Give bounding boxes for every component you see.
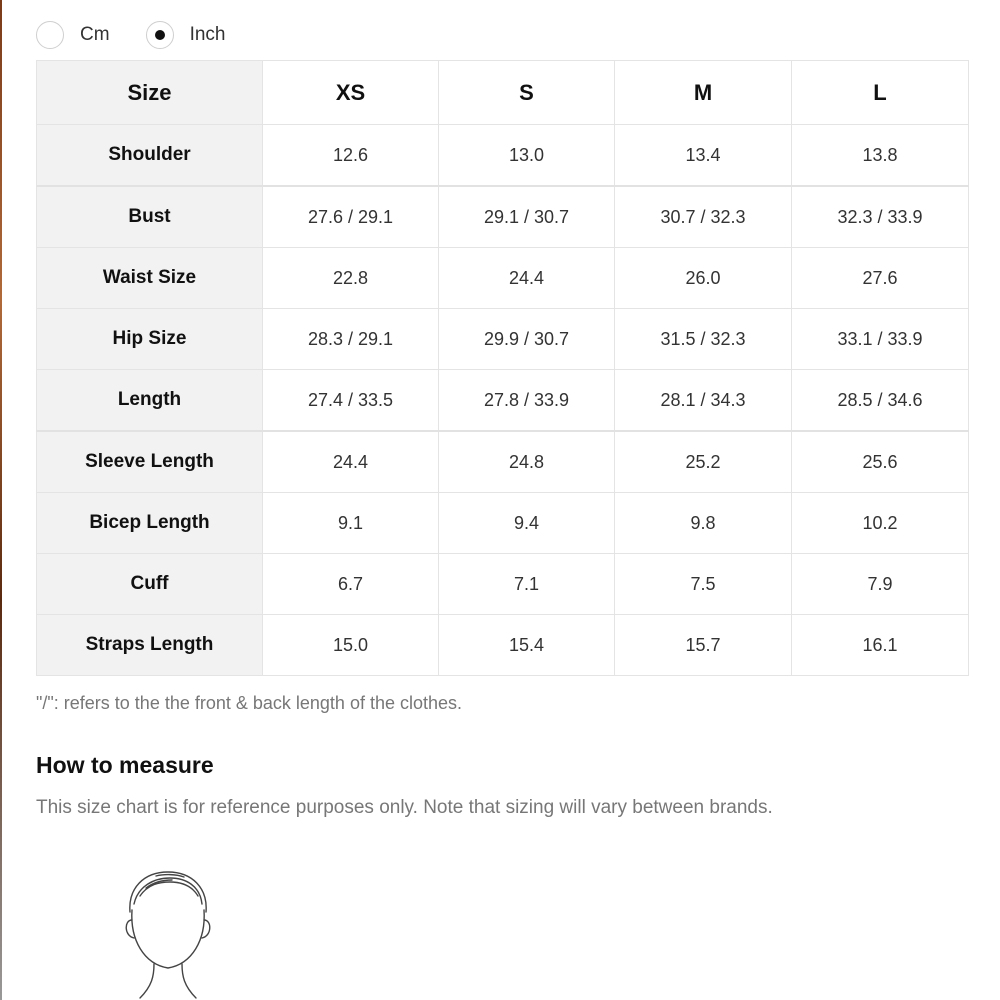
row-label: Length xyxy=(37,370,263,432)
row-label: Hip Size xyxy=(37,309,263,370)
table-cell: 33.1 / 33.9 xyxy=(792,309,969,370)
row-label: Bicep Length xyxy=(37,493,263,554)
table-cell: 9.8 xyxy=(615,493,792,554)
row-label: Straps Length xyxy=(37,615,263,676)
table-cell: 13.4 xyxy=(615,125,792,187)
table-cell: 25.6 xyxy=(792,431,969,493)
left-edge-strip xyxy=(0,0,2,1000)
table-cell: 27.6 xyxy=(792,248,969,309)
table-cell: 13.8 xyxy=(792,125,969,187)
table-cell: 7.9 xyxy=(792,554,969,615)
table-cell: 7.1 xyxy=(439,554,615,615)
header-m: M xyxy=(615,61,792,125)
table-row xyxy=(37,309,969,370)
table-cell: 28.5 / 34.6 xyxy=(792,370,969,432)
table-row xyxy=(37,370,969,432)
row-label: Shoulder xyxy=(37,125,263,187)
table-cell: 24.4 xyxy=(263,431,439,493)
table-cell: 15.0 xyxy=(263,615,439,676)
table-cell: 7.5 xyxy=(615,554,792,615)
unit-option-cm[interactable] xyxy=(36,21,110,49)
table-cell: 10.2 xyxy=(792,493,969,554)
row-label: Cuff xyxy=(37,554,263,615)
table-cell: 30.7 / 32.3 xyxy=(615,186,792,248)
header-l: L xyxy=(792,61,969,125)
table-row xyxy=(37,248,969,309)
radio-selected-dot xyxy=(155,30,165,40)
table-cell: 29.9 / 30.7 xyxy=(439,309,615,370)
how-to-measure-description: This size chart is for reference purposes only. Note that sizing will vary between brands. xyxy=(36,797,773,818)
table-cell: 27.6 / 29.1 xyxy=(263,186,439,248)
table-cell: 16.1 xyxy=(792,615,969,676)
table-cell: 25.2 xyxy=(615,431,792,493)
table-cell: 9.4 xyxy=(439,493,615,554)
size-chart-table xyxy=(36,60,969,676)
table-row xyxy=(37,615,969,676)
table-cell: 27.4 / 33.5 xyxy=(263,370,439,432)
table-cell: 24.4 xyxy=(439,248,615,309)
table-cell: 12.6 xyxy=(263,125,439,187)
cm-label: Cm xyxy=(80,24,110,45)
inch-radio[interactable] xyxy=(146,21,174,49)
inch-label: Inch xyxy=(189,24,226,45)
how-to-measure-title: How to measure xyxy=(36,752,214,778)
table-cell: 29.1 / 30.7 xyxy=(439,186,615,248)
table-cell: 13.0 xyxy=(439,125,615,187)
unit-option-inch[interactable] xyxy=(146,21,226,49)
header-s: S xyxy=(439,61,615,125)
table-row xyxy=(37,493,969,554)
cm-radio[interactable] xyxy=(36,21,64,49)
row-label: Waist Size xyxy=(37,248,263,309)
table-cell: 22.8 xyxy=(263,248,439,309)
table-cell: 24.8 xyxy=(439,431,615,493)
table-header-row xyxy=(37,61,969,125)
table-cell: 15.7 xyxy=(615,615,792,676)
table-row xyxy=(37,431,969,493)
table-cell: 9.1 xyxy=(263,493,439,554)
table-cell: 31.5 / 32.3 xyxy=(615,309,792,370)
header-size: Size xyxy=(37,61,263,125)
table-row xyxy=(37,186,969,248)
table-cell: 6.7 xyxy=(263,554,439,615)
footnote: "/": refers to the the front & back length of the clothes. xyxy=(36,693,463,713)
table-row xyxy=(37,125,969,187)
unit-toggle xyxy=(36,18,261,52)
table-cell: 28.3 / 29.1 xyxy=(263,309,439,370)
table-cell: 15.4 xyxy=(439,615,615,676)
header-xs: XS xyxy=(263,61,439,125)
row-label: Bust xyxy=(37,186,263,248)
table-cell: 28.1 / 34.3 xyxy=(615,370,792,432)
row-label: Sleeve Length xyxy=(37,431,263,493)
table-cell: 26.0 xyxy=(615,248,792,309)
table-cell: 32.3 / 33.9 xyxy=(792,186,969,248)
table-cell: 27.8 / 33.9 xyxy=(439,370,615,432)
mannequin-head-icon xyxy=(110,860,230,1000)
table-row xyxy=(37,554,969,615)
